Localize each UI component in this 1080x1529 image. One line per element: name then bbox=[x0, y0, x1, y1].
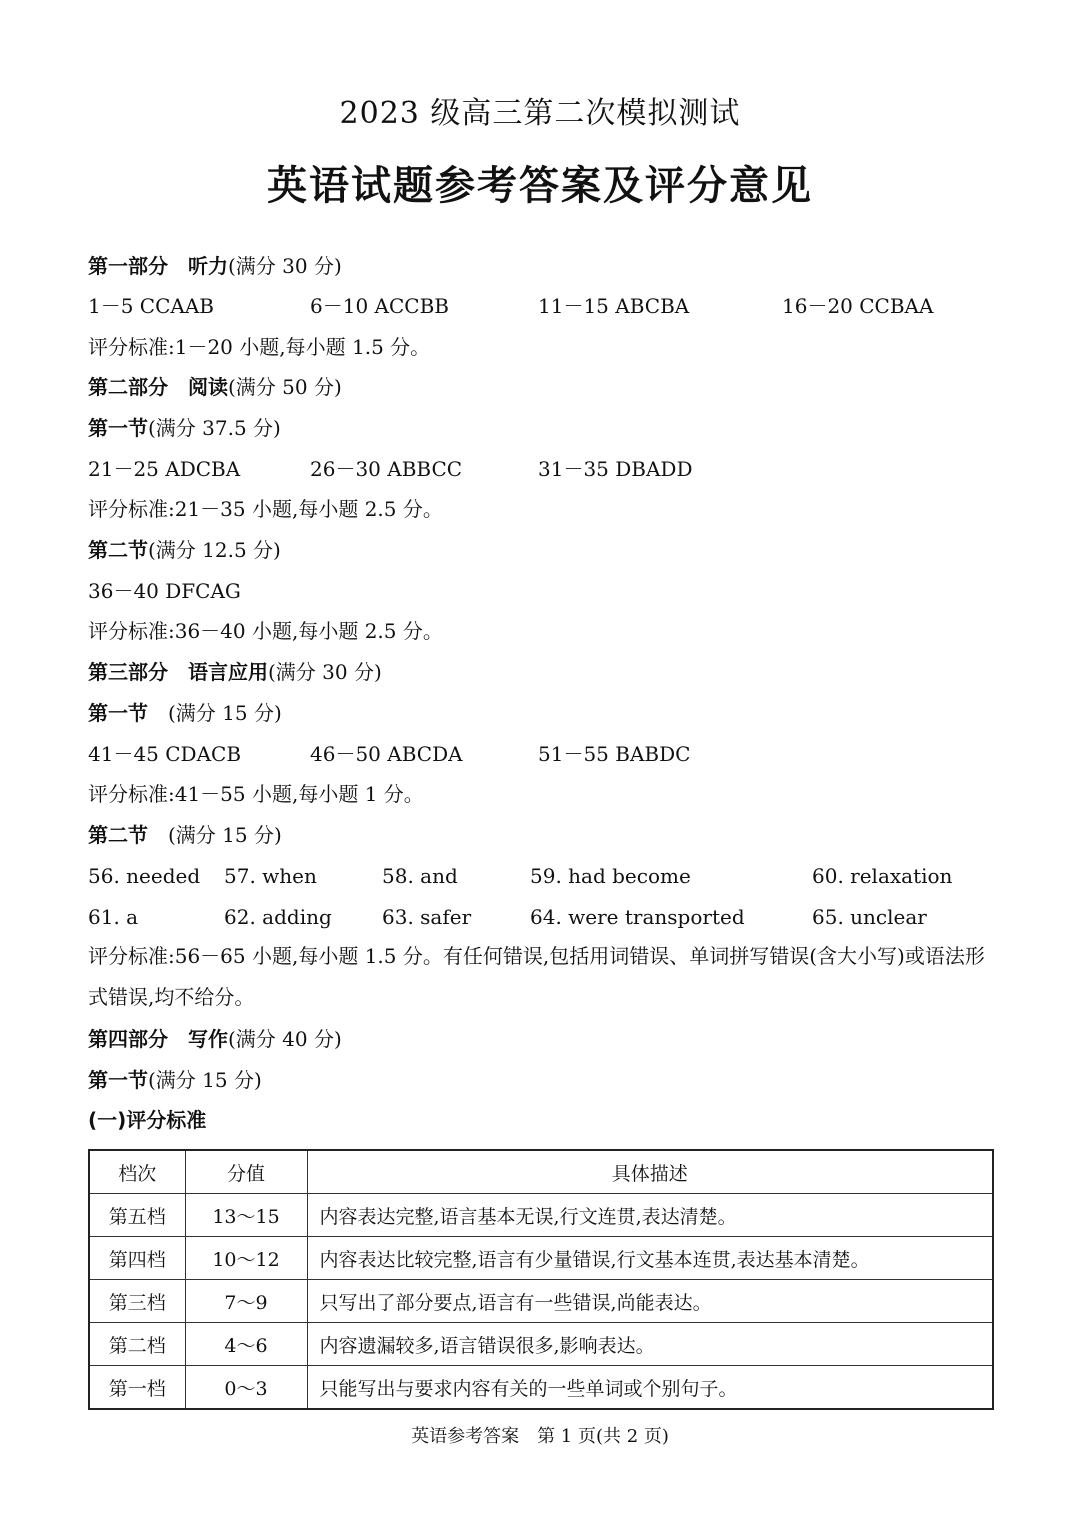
answer-group: 26－30 ABBCC bbox=[310, 457, 463, 481]
part3-sec1-answers bbox=[0, 740, 1080, 768]
grade-description: 内容表达比较完整,语言有少量错误,行文基本连贯,表达基本清楚。 bbox=[307, 1237, 993, 1280]
part2-sec2-rule: 评分标准:36－40 小题,每小题 2.5 分。 bbox=[88, 619, 443, 643]
table-row bbox=[89, 1237, 993, 1280]
grade-level: 第一档 bbox=[89, 1366, 185, 1410]
grade-description: 内容表达完整,语言基本无误,行文连贯,表达清楚。 bbox=[307, 1194, 993, 1237]
answer-item: 64. were transported bbox=[530, 905, 745, 929]
answer-group: 51－55 BABDC bbox=[538, 742, 691, 766]
answer-group: 31－35 DBADD bbox=[538, 457, 693, 481]
criteria-heading: (一)评分标准 bbox=[88, 1108, 207, 1132]
page-footer: 英语参考答案 第 1 页(共 2 页) bbox=[411, 1426, 669, 1447]
answer-group: 11－15 ABCBA bbox=[538, 294, 690, 318]
column-header: 具体描述 bbox=[307, 1150, 993, 1194]
grade-level: 第三档 bbox=[89, 1280, 185, 1323]
table-row bbox=[89, 1194, 993, 1237]
part2-sec1-answers bbox=[0, 455, 1080, 483]
part1-answers bbox=[0, 292, 1080, 320]
answer-item: 62. adding bbox=[224, 905, 332, 929]
part2-sec1-heading: 第一节(满分 37.5 分) bbox=[88, 416, 281, 440]
part2-sec2-heading: 第二节(满分 12.5 分) bbox=[88, 538, 281, 562]
column-header: 档次 bbox=[89, 1150, 185, 1194]
score-range: 0～3 bbox=[185, 1366, 307, 1410]
grade-description: 内容遗漏较多,语言错误很多,影响表达。 bbox=[307, 1323, 993, 1366]
answer-item: 60. relaxation bbox=[812, 864, 953, 888]
part3-sec2-rule: 评分标准:56－65 小题,每小题 1.5 分。有任何错误,包括用词错误、单词拼写错误(含大小写)或语法形式错误,均不给分。 bbox=[88, 944, 985, 1009]
answer-group: 41－45 CDACB bbox=[88, 742, 242, 766]
part2-sec2-answers: 36－40 DFCAG bbox=[88, 579, 241, 603]
grade-level: 第四档 bbox=[89, 1237, 185, 1280]
table-header-row bbox=[89, 1150, 993, 1194]
answer-group: 6－10 ACCBB bbox=[310, 294, 449, 318]
score-range: 4～6 bbox=[185, 1323, 307, 1366]
answer-item: 56. needed bbox=[88, 864, 201, 888]
grade-description: 只写出了部分要点,语言有一些错误,尚能表达。 bbox=[307, 1280, 993, 1323]
part3-sec2-answers-row1 bbox=[0, 862, 1080, 890]
part4-heading: 第四部分 写作(满分 40 分) bbox=[88, 1027, 342, 1051]
score-range: 13～15 bbox=[185, 1194, 307, 1237]
part1-rule: 评分标准:1－20 小题,每小题 1.5 分。 bbox=[88, 335, 431, 359]
part1-heading: 第一部分 听力(满分 30 分) bbox=[88, 254, 342, 278]
grade-level: 第二档 bbox=[89, 1323, 185, 1366]
answer-item: 65. unclear bbox=[812, 905, 927, 929]
answer-group: 1－5 CCAAB bbox=[88, 294, 214, 318]
part4-sec1-heading: 第一节(满分 15 分) bbox=[88, 1068, 262, 1092]
table-row bbox=[89, 1323, 993, 1366]
answer-item: 58. and bbox=[382, 864, 458, 888]
score-range: 7～9 bbox=[185, 1280, 307, 1323]
part3-sec2-answers-row2 bbox=[0, 903, 1080, 931]
grading-table bbox=[88, 1149, 994, 1410]
part3-sec1-heading: 第一节 (满分 15 分) bbox=[88, 701, 282, 725]
answer-item: 59. had become bbox=[530, 864, 691, 888]
exam-title: 2023 级高三第二次模拟测试 bbox=[339, 96, 741, 131]
answer-group: 16－20 CCBAA bbox=[782, 294, 934, 318]
answer-group: 46－50 ABCDA bbox=[310, 742, 463, 766]
answer-item: 63. safer bbox=[382, 905, 472, 929]
part3-sec2-heading: 第二节 (满分 15 分) bbox=[88, 823, 282, 847]
part3-heading: 第三部分 语言应用(满分 30 分) bbox=[88, 660, 382, 684]
answer-item: 57. when bbox=[224, 864, 317, 888]
grade-description: 只能写出与要求内容有关的一些单词或个别句子。 bbox=[307, 1366, 993, 1410]
part2-sec1-rule: 评分标准:21－35 小题,每小题 2.5 分。 bbox=[88, 497, 443, 521]
answer-group: 21－25 ADCBA bbox=[88, 457, 241, 481]
part2-heading: 第二部分 阅读(满分 50 分) bbox=[88, 375, 342, 399]
column-header: 分值 bbox=[185, 1150, 307, 1194]
document-title: 英语试题参考答案及评分意见 bbox=[267, 163, 813, 209]
table-row bbox=[89, 1366, 993, 1410]
part3-sec1-rule: 评分标准:41－55 小题,每小题 1 分。 bbox=[88, 782, 424, 806]
grade-level: 第五档 bbox=[89, 1194, 185, 1237]
answer-item: 61. a bbox=[88, 905, 139, 929]
table-row bbox=[89, 1280, 993, 1323]
score-range: 10～12 bbox=[185, 1237, 307, 1280]
